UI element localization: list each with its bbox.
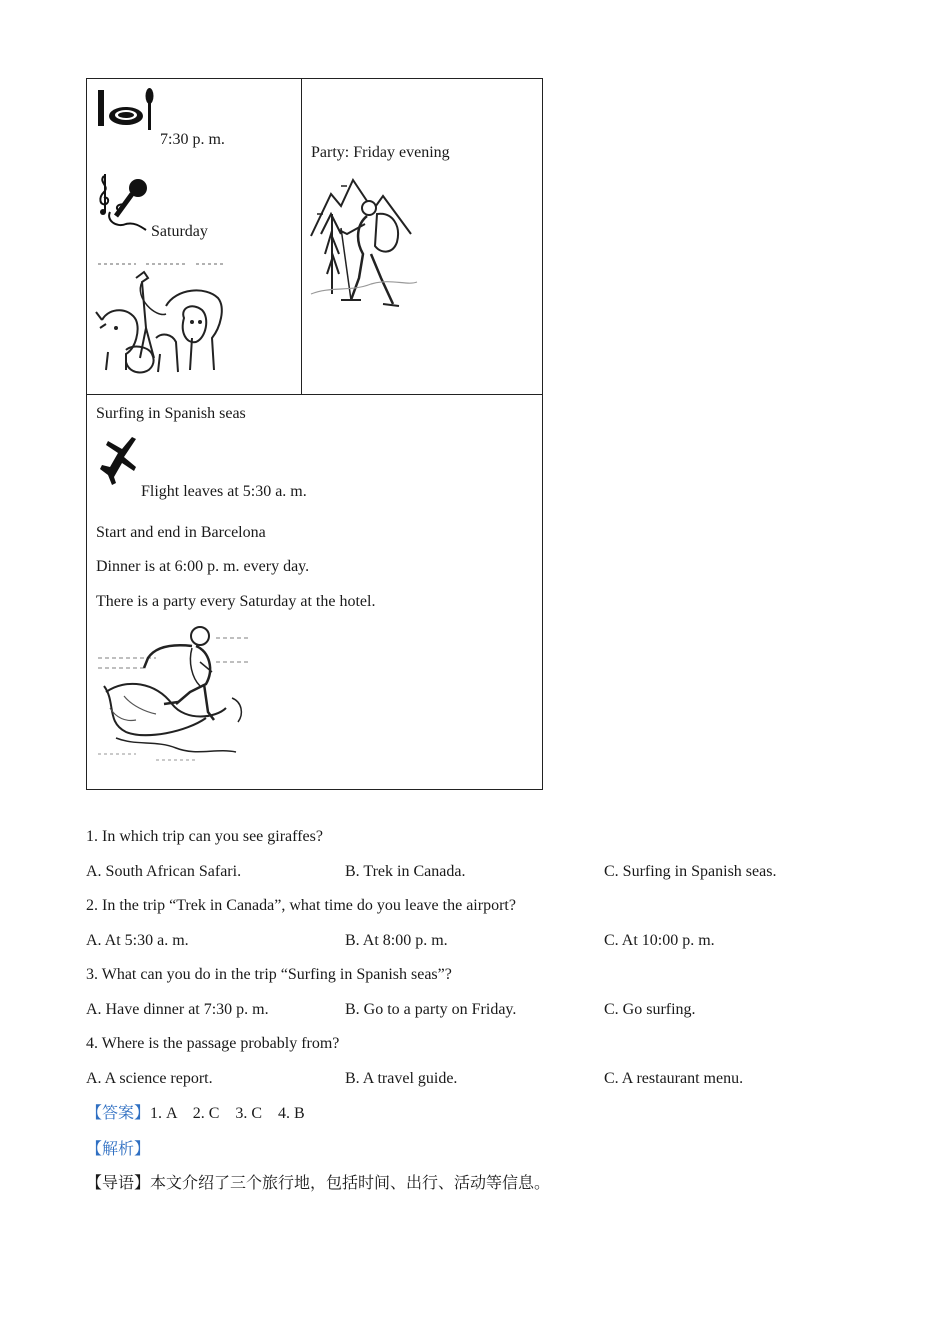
- question-2: 2. In the trip “Trek in Canada”, what time do you leave the airport?: [86, 897, 516, 914]
- dinner-text: Dinner is at 6:00 p. m. every day.: [96, 558, 310, 575]
- flight-text: Flight leaves at 5:30 a. m.: [141, 483, 307, 500]
- answer-label: 【答案】: [86, 1105, 151, 1122]
- party-text: Party: Friday evening: [311, 144, 450, 161]
- q1-option-b: B. Trek in Canada.: [345, 863, 466, 880]
- question-4: 4. Where is the passage probably from?: [86, 1035, 340, 1052]
- dinner-time: 7:30 p. m.: [160, 131, 225, 148]
- music-day: Saturday: [151, 223, 208, 240]
- q3-option-a: A. Have dinner at 7:30 p. m.: [86, 1001, 269, 1018]
- q4-option-a: A. A science report.: [86, 1070, 213, 1087]
- guide-text: 本文介绍了三个旅行地，包括时间、出行、活动等信息。: [150, 1175, 551, 1192]
- q1-option-c: C. Surfing in Spanish seas.: [604, 863, 777, 880]
- table-divider-horizontal: [86, 394, 543, 395]
- guide-line: [86, 1174, 550, 1194]
- q3-option-b: B. Go to a party on Friday.: [345, 1001, 517, 1018]
- airplane-icon: [98, 437, 140, 485]
- question-3: 3. What can you do in the trip “Surfing in Spanish seas”?: [86, 966, 452, 983]
- dinner-plate-icon: [96, 86, 158, 136]
- q4-option-c: C. A restaurant menu.: [604, 1070, 744, 1087]
- table-divider-vertical: [301, 78, 302, 395]
- hiker-illustration: [311, 174, 417, 310]
- guide-label: 【导语】: [86, 1175, 151, 1192]
- analysis-label: 【解析】: [86, 1141, 151, 1158]
- surfing-title: Surfing in Spanish seas: [96, 405, 246, 422]
- q4-option-b: B. A travel guide.: [345, 1070, 458, 1087]
- answer-text: 1. A 2. C 3. C 4. B: [150, 1105, 305, 1122]
- q2-option-c: C. At 10:00 p. m.: [604, 932, 715, 949]
- q2-option-b: B. At 8:00 p. m.: [345, 932, 448, 949]
- hotel-party-text: There is a party every Saturday at the hotel.: [96, 593, 376, 610]
- q3-option-c: C. Go surfing.: [604, 1001, 696, 1018]
- question-1: 1. In which trip can you see giraffes?: [86, 828, 323, 845]
- animals-illustration: [96, 258, 228, 376]
- barcelona-text: Start and end in Barcelona: [96, 524, 266, 541]
- music-microphone-icon: [96, 172, 154, 234]
- answer-line: [86, 1104, 305, 1124]
- surfer-illustration: [96, 622, 250, 762]
- q2-option-a: A. At 5:30 a. m.: [86, 932, 189, 949]
- q1-option-a: A. South African Safari.: [86, 863, 242, 880]
